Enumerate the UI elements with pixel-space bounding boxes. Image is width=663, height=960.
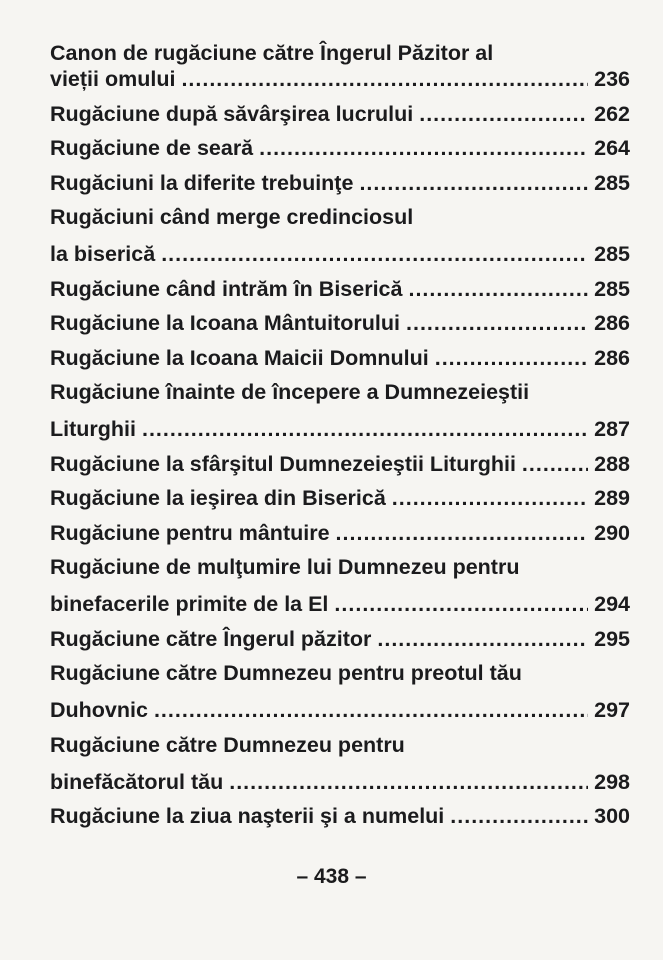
toc-entry-line <box>50 803 630 838</box>
dot-leader <box>161 241 588 267</box>
toc-page-number: 287 <box>594 417 630 441</box>
toc-page-number: 285 <box>594 276 630 301</box>
toc-entry-line <box>50 732 630 769</box>
toc-entry-title: Rugăciune înainte de începere a Dumnezeieştii <box>50 380 530 404</box>
dot-leader <box>359 170 588 196</box>
dot-leader <box>419 101 588 127</box>
toc-page-number: 286 <box>594 311 630 335</box>
toc-entry-line <box>50 310 630 345</box>
toc-entry <box>50 626 630 661</box>
toc-entry <box>50 310 630 345</box>
toc-entry-title: Rugăciune către Dumnezeu pentru preotul tău <box>50 661 522 685</box>
toc-page-number: 262 <box>594 101 630 126</box>
toc-entry-title: Rugăciune după săvârşirea lucrului <box>50 101 414 126</box>
toc-entry-line <box>50 379 630 416</box>
dot-leader <box>450 803 588 829</box>
toc-entry <box>50 554 630 626</box>
toc-entry-title: Rugăciune la ziua naşterii şi a numelui <box>50 804 445 828</box>
toc-page-number: 264 <box>594 136 630 160</box>
toc-entry <box>50 345 630 380</box>
toc-entry <box>50 170 630 205</box>
toc-entry-title: la biserică <box>50 242 156 266</box>
toc-entry-line <box>50 66 630 101</box>
dot-leader <box>392 485 588 511</box>
table-of-contents <box>50 40 630 838</box>
toc-entry-title: Rugăciune către Îngerul păzitor <box>50 626 372 651</box>
toc-entry-title: Rugăciuni la diferite trebuinţe <box>50 170 354 195</box>
toc-page-number: 288 <box>594 451 630 476</box>
dot-leader <box>435 345 588 371</box>
dot-leader <box>522 451 588 477</box>
toc-entry-title: Rugăciune către Dumnezeu pentru <box>50 732 405 757</box>
toc-page-number: 298 <box>594 769 630 794</box>
toc-entry <box>50 485 630 520</box>
toc-entry-line <box>50 204 630 241</box>
toc-entry-line <box>50 626 630 661</box>
toc-entry-title: Rugăciune la Icoana Maicii Domnului <box>50 345 429 370</box>
toc-entry <box>50 204 630 276</box>
toc-entry-line <box>50 451 630 486</box>
dot-leader <box>336 520 589 546</box>
toc-entry <box>50 101 630 136</box>
toc-entry-line <box>50 40 630 66</box>
toc-entry-line <box>50 345 630 380</box>
dot-leader <box>408 276 588 302</box>
toc-entry <box>50 276 630 311</box>
toc-page-number: 294 <box>594 592 630 616</box>
dot-leader <box>154 697 588 723</box>
toc-entry-line <box>50 135 630 170</box>
toc-page-number: 290 <box>594 520 630 545</box>
toc-entry-title: Liturghii <box>50 417 136 441</box>
toc-entry-line <box>50 101 630 136</box>
toc-entry-title: Rugăciune la Icoana Mântuitorului <box>50 311 401 335</box>
dot-leader <box>142 416 588 442</box>
toc-entry-line <box>50 170 630 205</box>
toc-entry <box>50 660 630 732</box>
toc-entry-line <box>50 660 630 697</box>
toc-entry-title: vieții omului <box>50 67 176 91</box>
toc-entry-title: binefacerile primite de la El <box>50 592 329 616</box>
dot-leader <box>406 310 588 336</box>
toc-entry-title: Rugăciuni când merge credinciosul <box>50 205 414 229</box>
toc-page-number: 236 <box>594 67 630 91</box>
toc-entry-line <box>50 769 630 804</box>
toc-entry-line <box>50 241 630 276</box>
toc-entry <box>50 379 630 451</box>
page-number-footer: – 438 – <box>296 865 367 888</box>
toc-page-number: 286 <box>594 345 630 370</box>
toc-entry-line <box>50 591 630 626</box>
toc-page-number: 285 <box>594 242 630 266</box>
dot-leader <box>377 626 588 652</box>
toc-entry-title: Duhovnic <box>50 698 148 722</box>
toc-entry-title: Rugăciune când intrăm în Biserică <box>50 276 403 301</box>
toc-page-number: 285 <box>594 170 630 195</box>
toc-entry <box>50 520 630 555</box>
toc-entry <box>50 135 630 170</box>
toc-entry-title: Canon de rugăciune către Îngerul Păzitor al <box>50 41 494 65</box>
toc-page-number: 297 <box>594 698 630 722</box>
toc-entry-line <box>50 416 630 451</box>
dot-leader <box>229 769 588 795</box>
toc-entry <box>50 451 630 486</box>
toc-page-number: 295 <box>594 626 630 651</box>
toc-entry-line <box>50 276 630 311</box>
toc-entry-line <box>50 520 630 555</box>
toc-page-number: 300 <box>594 804 630 828</box>
toc-entry-title: Rugăciune pentru mântuire <box>50 520 330 545</box>
toc-entry-title: Rugăciune de seară <box>50 136 254 160</box>
dot-leader <box>259 135 588 161</box>
toc-entry <box>50 732 630 804</box>
toc-entry-title: Rugăciune la sfârşitul Dumnezeieştii Liturghii <box>50 451 516 476</box>
toc-entry <box>50 803 630 838</box>
toc-entry-line <box>50 697 630 732</box>
toc-entry-line <box>50 485 630 520</box>
dot-leader <box>181 66 588 92</box>
toc-page-number: 289 <box>594 486 630 510</box>
toc-entry-line <box>50 554 630 591</box>
toc-entry-title: Rugăciune la ieşirea din Biserică <box>50 486 386 510</box>
toc-entry <box>50 40 630 101</box>
toc-entry-title: binefăcătorul tău <box>50 769 224 794</box>
toc-entry-title: Rugăciune de mulţumire lui Dumnezeu pentru <box>50 555 520 579</box>
dot-leader <box>334 591 588 617</box>
